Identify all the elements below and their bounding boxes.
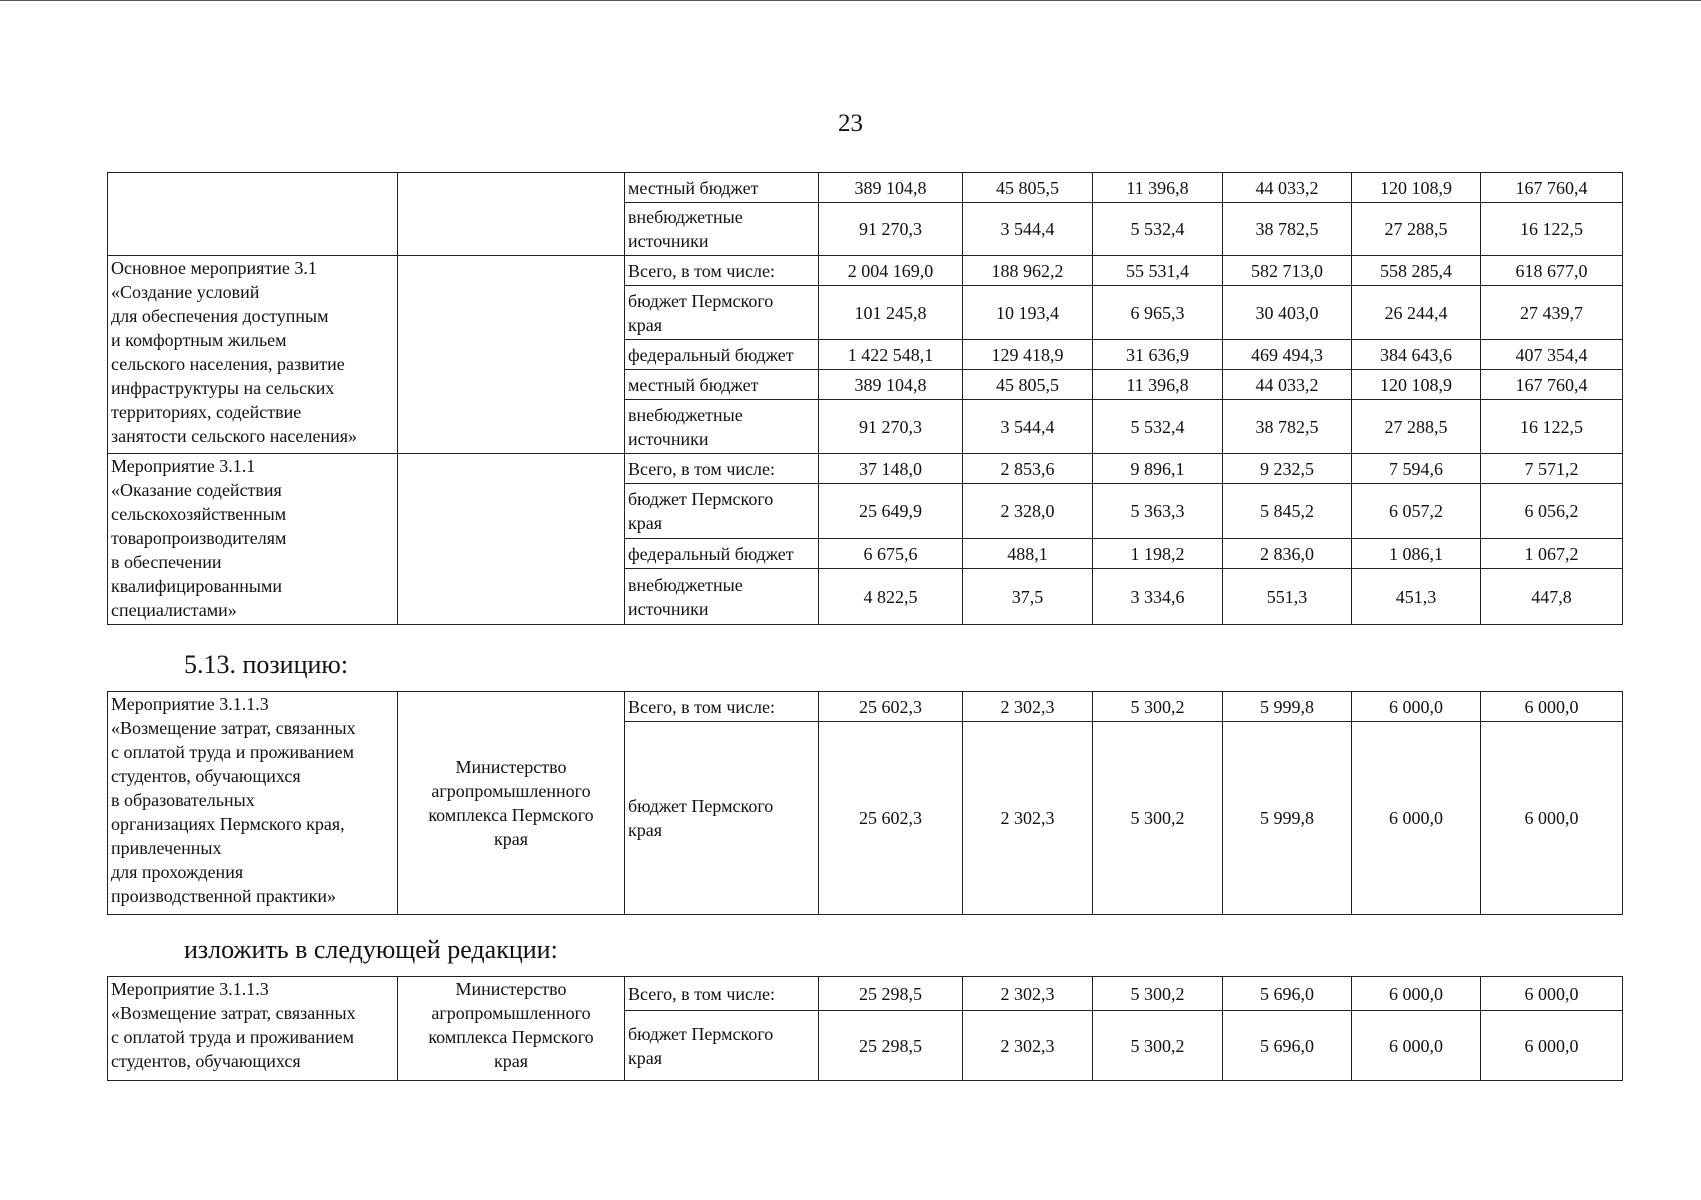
funding-source-cell: внебюджетные источники: [625, 400, 819, 454]
value-year: 129 418,9: [963, 340, 1093, 370]
value-year: 5 845,2: [1223, 484, 1352, 539]
value-year: 5 300,2: [1093, 977, 1223, 1011]
value-total: 91 270,3: [819, 400, 963, 454]
funding-source-cell: местный бюджет: [625, 370, 819, 400]
value-year: 582 713,0: [1223, 256, 1352, 286]
value-year: 5 696,0: [1223, 1011, 1352, 1081]
value-year: 5 363,3: [1093, 484, 1223, 539]
value-year: 469 494,3: [1223, 340, 1352, 370]
value-total: 25 602,3: [819, 722, 963, 915]
old-position-table: [107, 691, 1623, 915]
value-year: 6 000,0: [1481, 722, 1623, 915]
value-year: 6 000,0: [1481, 692, 1623, 722]
value-year: 9 896,1: [1093, 454, 1223, 484]
value-total: 389 104,8: [819, 370, 963, 400]
section-heading-new-edition: изложить в следующей редакции:: [184, 935, 558, 964]
value-year: 45 805,5: [963, 370, 1093, 400]
value-year: 6 000,0: [1352, 722, 1481, 915]
value-year: 9 232,5: [1223, 454, 1352, 484]
page-number: 23: [838, 110, 863, 137]
funding-source-cell: Всего, в том числе:: [625, 256, 819, 286]
funding-source-cell: бюджет Пермского края: [625, 1011, 819, 1081]
activity-name-cell: Мероприятие 3.1.1.3 «Возмещение затрат, связанных с оплатой труда и проживанием студентов, обучающихся в образовательных организациях Пермского края, привлеченных для прохождения производственной практики»: [108, 692, 398, 915]
value-year: 407 354,4: [1481, 340, 1623, 370]
value-year: 1 198,2: [1093, 539, 1223, 569]
value-year: 10 193,4: [963, 286, 1093, 340]
value-year: 31 636,9: [1093, 340, 1223, 370]
value-year: 551,3: [1223, 569, 1352, 625]
executor-cell: Министерство агропромышленного комплекса Пермского края: [398, 977, 625, 1081]
executor-cell: [398, 454, 625, 625]
value-year: 3 544,4: [963, 203, 1093, 256]
funding-source-cell: внебюджетные источники: [625, 569, 819, 625]
funding-source-cell: бюджет Пермского края: [625, 722, 819, 915]
value-year: 618 677,0: [1481, 256, 1623, 286]
value-total: 4 822,5: [819, 569, 963, 625]
value-year: 6 965,3: [1093, 286, 1223, 340]
executor-cell: [398, 256, 625, 454]
value-year: 6 000,0: [1481, 1011, 1623, 1081]
value-total: 25 298,5: [819, 1011, 963, 1081]
value-year: 2 328,0: [963, 484, 1093, 539]
value-total: 37 148,0: [819, 454, 963, 484]
activity-name-cell: Основное мероприятие 3.1 «Создание условий для обеспечения доступным и комфортным жильем сельского населения, развитие инфраструктуры на сельских территориях, содействие занятости сельского населения»: [108, 256, 398, 454]
value-year: 27 439,7: [1481, 286, 1623, 340]
value-year: 2 836,0: [1223, 539, 1352, 569]
value-year: 488,1: [963, 539, 1093, 569]
table-row: [108, 256, 1623, 286]
funding-source-cell: Всего, в том числе:: [625, 692, 819, 722]
value-year: 120 108,9: [1352, 370, 1481, 400]
table-row: [108, 454, 1623, 484]
value-year: 6 000,0: [1481, 977, 1623, 1011]
value-year: 5 300,2: [1093, 692, 1223, 722]
value-year: 6 000,0: [1352, 1011, 1481, 1081]
executor-cell: [398, 173, 625, 256]
value-year: 1 086,1: [1352, 539, 1481, 569]
table-row: [108, 977, 1623, 1011]
funding-source-cell: федеральный бюджет: [625, 539, 819, 569]
value-year: 5 532,4: [1093, 203, 1223, 256]
value-year: 5 532,4: [1093, 400, 1223, 454]
table-row: [108, 173, 1623, 203]
value-year: 167 760,4: [1481, 370, 1623, 400]
value-total: 25 649,9: [819, 484, 963, 539]
funding-source-cell: федеральный бюджет: [625, 340, 819, 370]
value-total: 389 104,8: [819, 173, 963, 203]
value-total: 1 422 548,1: [819, 340, 963, 370]
value-year: 16 122,5: [1481, 400, 1623, 454]
table-row: [108, 692, 1623, 722]
funding-source-cell: бюджет Пермского края: [625, 286, 819, 340]
value-year: 3 544,4: [963, 400, 1093, 454]
funding-source-cell: местный бюджет: [625, 173, 819, 203]
value-year: 6 057,2: [1352, 484, 1481, 539]
funding-source-cell: Всего, в том числе:: [625, 454, 819, 484]
section-heading-position: 5.13. позицию:: [184, 650, 349, 679]
value-year: 45 805,5: [963, 173, 1093, 203]
value-year: 2 853,6: [963, 454, 1093, 484]
value-year: 1 067,2: [1481, 539, 1623, 569]
funding-source-cell: бюджет Пермского края: [625, 484, 819, 539]
new-edition-table: [107, 976, 1623, 1081]
value-year: 5 999,8: [1223, 722, 1352, 915]
value-year: 11 396,8: [1093, 370, 1223, 400]
activity-name-cell: [108, 173, 398, 256]
value-year: 11 396,8: [1093, 173, 1223, 203]
funding-source-cell: Всего, в том числе:: [625, 977, 819, 1011]
value-total: 6 675,6: [819, 539, 963, 569]
value-year: 2 302,3: [963, 977, 1093, 1011]
value-year: 6 056,2: [1481, 484, 1623, 539]
executor-cell: Министерство агропромышленного комплекса Пермского края: [398, 692, 625, 915]
value-year: 26 244,4: [1352, 286, 1481, 340]
scan-top-edge: [0, 0, 1701, 1]
value-year: 37,5: [963, 569, 1093, 625]
value-year: 3 334,6: [1093, 569, 1223, 625]
value-year: 30 403,0: [1223, 286, 1352, 340]
value-year: 38 782,5: [1223, 400, 1352, 454]
value-year: 7 594,6: [1352, 454, 1481, 484]
activity-name-cell: Мероприятие 3.1.1.3 «Возмещение затрат, связанных с оплатой труда и проживанием студентов, обучающихся: [108, 977, 398, 1081]
value-year: 44 033,2: [1223, 370, 1352, 400]
value-total: 101 245,8: [819, 286, 963, 340]
value-year: 5 999,8: [1223, 692, 1352, 722]
value-year: 2 302,3: [963, 722, 1093, 915]
value-year: 7 571,2: [1481, 454, 1623, 484]
value-year: 451,3: [1352, 569, 1481, 625]
value-year: 44 033,2: [1223, 173, 1352, 203]
value-year: 167 760,4: [1481, 173, 1623, 203]
value-year: 5 300,2: [1093, 1011, 1223, 1081]
funding-source-cell: внебюджетные источники: [625, 203, 819, 256]
value-year: 447,8: [1481, 569, 1623, 625]
value-year: 2 302,3: [963, 692, 1093, 722]
value-year: 27 288,5: [1352, 203, 1481, 256]
value-year: 55 531,4: [1093, 256, 1223, 286]
value-year: 38 782,5: [1223, 203, 1352, 256]
funding-table-continued: [107, 172, 1623, 625]
activity-name-cell: Мероприятие 3.1.1 «Оказание содействия сельскохозяйственным товаропроизводителям в обеспечении квалифицированными специалистами»: [108, 454, 398, 625]
value-year: 384 643,6: [1352, 340, 1481, 370]
value-total: 2 004 169,0: [819, 256, 963, 286]
value-total: 91 270,3: [819, 203, 963, 256]
value-year: 120 108,9: [1352, 173, 1481, 203]
value-year: 188 962,2: [963, 256, 1093, 286]
value-year: 558 285,4: [1352, 256, 1481, 286]
value-year: 16 122,5: [1481, 203, 1623, 256]
value-year: 27 288,5: [1352, 400, 1481, 454]
value-total: 25 298,5: [819, 977, 963, 1011]
value-year: 5 696,0: [1223, 977, 1352, 1011]
value-year: 5 300,2: [1093, 722, 1223, 915]
value-total: 25 602,3: [819, 692, 963, 722]
value-year: 2 302,3: [963, 1011, 1093, 1081]
value-year: 6 000,0: [1352, 977, 1481, 1011]
value-year: 6 000,0: [1352, 692, 1481, 722]
